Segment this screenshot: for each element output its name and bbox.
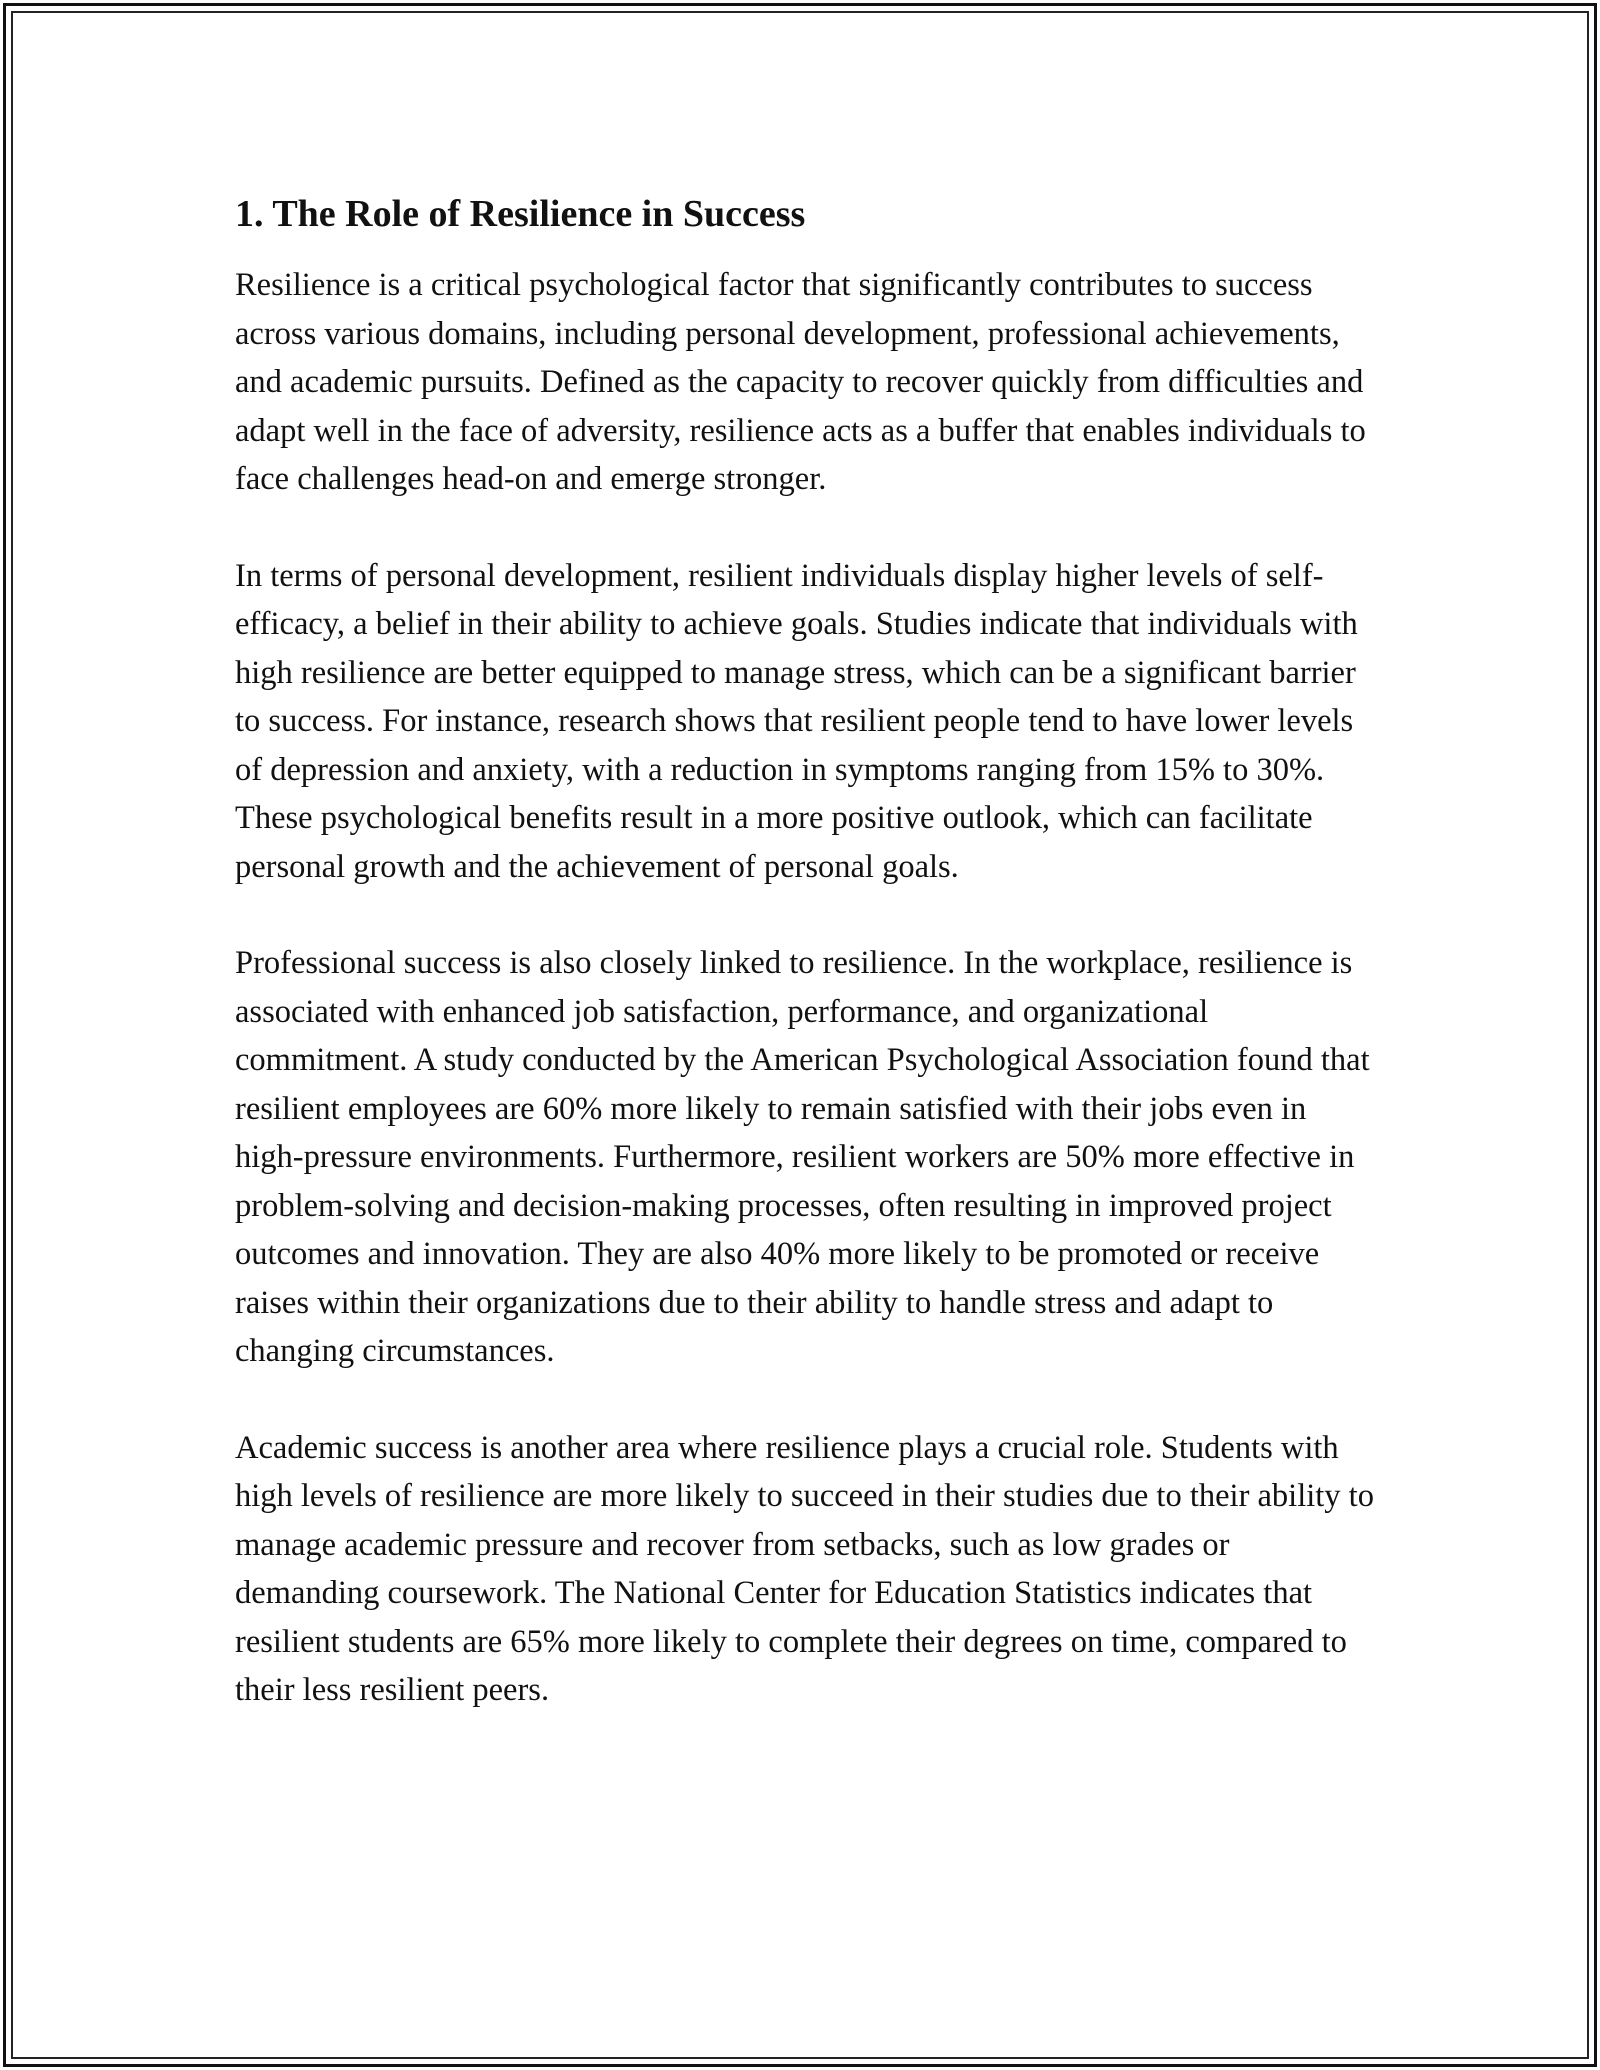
paragraph-professional-success: Professional success is also closely linked to resilience. In the workplace, resilience is associated with enhanced job satisfaction, performance, and organizational commitment. A study conducted by the American Psychological Association found that resilient employees are 60% more likely to remain satisfied with their jobs even in high-pressure environments. Furthermore, resilient workers are 50% more effective in problem-solving and decision-making processes, often resulting in improved project outcomes and innovation. They are also 40% more likely to be promoted or receive raises within their organizations due to their ability to handle stress and adapt to changing circumstances. [235,945,1370,1369]
document-body [235,185,1375,1763]
paragraph-academic-success: Academic success is another area where resilience plays a crucial role. Students with high levels of resilience are more likely to succeed in their studies due to their ability to manage academic pressure and recover from setbacks, such as low grades or demanding coursework. The National Center for Education Statistics indicates that resilient students are 65% more likely to complete their degrees on time, compared to their less resilient peers. [235,1429,1374,1708]
section-heading: 1. The Role of Resilience in Success [235,193,806,235]
paragraph-intro: Resilience is a critical psychological factor that significantly contributes to success across various domains, including personal development, professional achievements, and academic pursuits. Defined as the capacity to recover quickly from difficulties and adapt well in the face of adversity, resilience acts as a buffer that enables individuals to face challenges head-on and emerge stronger. [235,267,1366,497]
paragraph-personal-development: In terms of personal development, resilient individuals display higher levels of self-efficacy, a belief in their ability to achieve goals. Studies indicate that individuals with high resilience are better equipped to manage stress, which can be a significant barrier to success. For instance, research shows that resilient people tend to have lower levels of depression and anxiety, with a reduction in symptoms ranging from 15% to 30%. These psychological benefits result in a more positive outlook, which can facilitate personal growth and the achievement of personal goals. [235,557,1358,885]
